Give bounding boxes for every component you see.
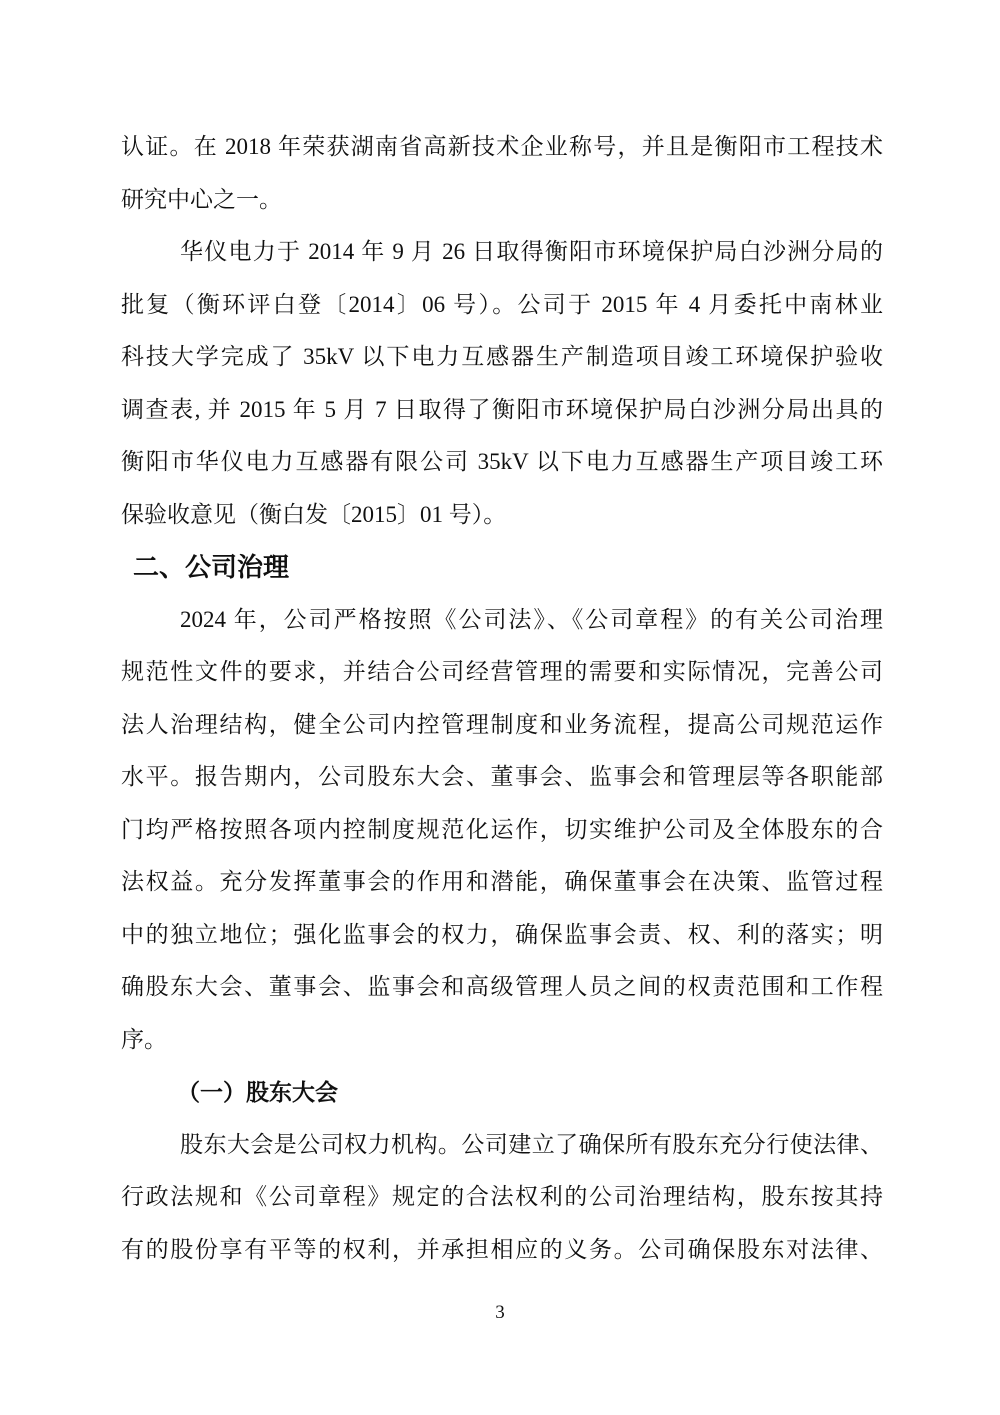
text-line: 序。 (121, 1026, 167, 1052)
text-line: 中的独立地位；强化监事会的权力，确保监事会责、权、利的落实；明 (121, 921, 883, 947)
subsection-heading: （一）股东大会 (177, 1079, 338, 1105)
page-body (121, 121, 883, 1276)
text-line: 行政法规和《公司章程》规定的合法权利的公司治理结构，股东按其持 (121, 1184, 883, 1209)
text-line: 衡阳市华仪电力互感器有限公司 35kV 以下电力互感器生产项目竣工环 (121, 449, 883, 474)
text-line: 法权益。充分发挥董事会的作用和潜能，确保董事会在决策、监管过程 (121, 869, 883, 894)
text-line: 规范性文件的要求，并结合公司经营管理的需要和实际情况，完善公司 (121, 659, 883, 684)
text-line: 认证。在 2018 年荣获湖南省高新技术企业称号，并且是衡阳市工程技术 (121, 134, 883, 159)
text-line: 批复（衡环评白登〔2014〕06 号）。公司于 2015 年 4 月委托中南林业 (121, 291, 884, 317)
text-line: 法人治理结构，健全公司内控管理制度和业务流程，提高公司规范运作 (121, 711, 883, 737)
text-line: 水平。报告期内，公司股东大会、董事会、监事会和管理层等各职能部 (121, 764, 883, 789)
text-line: 有的股份享有平等的权利，并承担相应的义务。公司确保股东对法律、 (121, 1236, 883, 1262)
text-line: 确股东大会、董事会、监事会和高级管理人员之间的权责范围和工作程 (121, 974, 883, 999)
text-line: 门均严格按照各项内控制度规范化运作，切实维护公司及全体股东的合 (121, 816, 883, 842)
text-line: 2024 年，公司严格按照《公司法》、《公司章程》的有关公司治理 (180, 606, 883, 632)
text-line: 科技大学完成了 35kV 以下电力互感器生产制造项目竣工环境保护验收 (121, 344, 883, 369)
text-line: 华仪电力于 2014 年 9 月 26 日取得衡阳市环境保护局白沙洲分局的 (180, 239, 883, 264)
text-line: 股东大会是公司权力机构。公司建立了确保所有股东充分行使法律、 (180, 1131, 883, 1157)
text-line: 保验收意见（衡白发〔2015〕01 号）。 (121, 501, 507, 527)
text-line: 调查表, 并 2015 年 5 月 7 日取得了衡阳市环境保护局白沙洲分局出具的 (121, 396, 883, 422)
page-number: 3 (495, 1302, 505, 1323)
section-heading: 二、公司治理 (133, 552, 290, 582)
text-line: 研究中心之一。 (121, 186, 282, 212)
